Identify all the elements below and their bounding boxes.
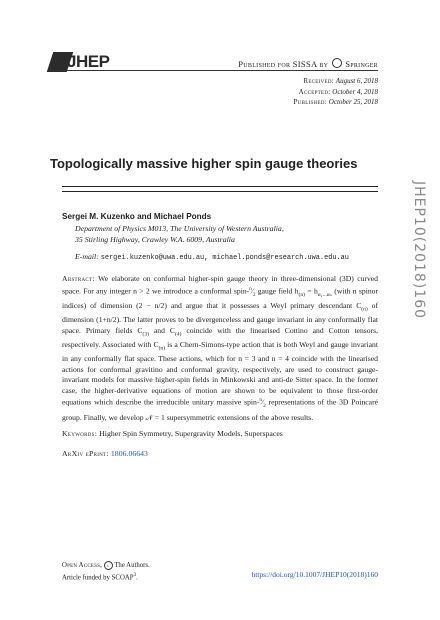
- side-stamp-text: JHEP10(2018)160: [411, 180, 427, 320]
- logo-text: JHEP: [67, 52, 110, 71]
- paper-title: Topologically massive higher spin gauge theories: [50, 156, 358, 171]
- open-access-line: Open Access, c The Authors.: [62, 562, 150, 570]
- side-stamp: [404, 155, 434, 345]
- date-accepted: Accepted: October 4, 2018: [298, 87, 378, 96]
- abstract: Abstract: We elaborate on conformal higher-spin gauge theory in three-dimensional (3D) curved space. For any integer n > 2 we introduce a conformal spin-$^n⁄_2$ gauge field $h_{(n)} = h_{\alpha_1...\alpha_n}$ (with n spinor indices) of dimension (2 − n/2) and argue that it possesses a Weyl primary descendant $C_{(n)}$ of dimension (1+n/2). The latter proves to be divergenceless and gauge invariant in any conformally flat space. Primary fields $C_{(3)}$ and $C_{(4)}$ coincide with the linearised Cottino and Cotton tensors, respectively. Associated with $C_{(n)}$ is a Chern-Simons-type action that is both Weyl and gauge invariant in any conformally flat space. These actions, which for n = 3 and n = 4 coincide with the linearised actions for conformal gravitino and conformal gravity, respectively, are used to construct gauge-invariant models for massive higher-spin fields in Minkowski and anti-de Sitter space. In the former case, the higher-derivative equations of motion are shown to be equivalent to those first-order equations which describe the irreducible unitary massive spin-$^n⁄_2$ representations of the 3D Poincaré group. Finally, we develop 𝒩 = 1 supersymmetric extensions of the above results.: [62, 274, 379, 422]
- publication-dates: [293, 76, 378, 108]
- arxiv-eprint: [62, 449, 148, 458]
- journal-logo: [50, 52, 130, 72]
- date-received: Received: August 6, 2018: [303, 77, 378, 85]
- keywords-text: Higher Spin Symmetry, Supergravity Models, Superspaces: [99, 429, 283, 438]
- email-addresses[interactable]: sergei.kuzenko@uwa.edu.au, michael.ponds@research.uwa.edu.au: [100, 254, 349, 262]
- abstract-heading: Abstract:: [62, 274, 95, 283]
- keywords-heading: Keywords:: [62, 429, 98, 438]
- footer-license: [62, 561, 150, 582]
- header-rule: [50, 70, 378, 71]
- springer-horse-icon: [332, 58, 342, 68]
- affiliation: [75, 224, 284, 245]
- title-rule-bottom: [62, 191, 378, 192]
- publisher-name: Springer: [345, 59, 378, 69]
- publisher-line: [238, 58, 378, 69]
- date-published: Published: October 25, 2018: [293, 98, 378, 106]
- copyright-icon: c: [104, 561, 113, 570]
- keywords: [62, 429, 283, 438]
- arxiv-heading: ArXiv ePrint:: [62, 449, 109, 458]
- title-rule-top: [62, 186, 378, 187]
- publisher-text: Published for SISSA by: [238, 59, 329, 69]
- arxiv-link[interactable]: 1806.06643: [110, 449, 148, 458]
- affiliation-line-1: Department of Physics M013, The University of Western Australia,: [75, 224, 284, 233]
- doi-link[interactable]: https://doi.org/10.1007/JHEP10(2018)160: [251, 570, 378, 579]
- email-label: E-mail:: [75, 252, 99, 261]
- funding-line: Article funded by SCOAP$^3$.: [62, 572, 138, 581]
- authors: Sergei M. Kuzenko and Michael Ponds: [62, 212, 212, 221]
- email-line: [75, 252, 349, 262]
- affiliation-line-2: 35 Stirling Highway, Crawley W.A. 6009, Australia: [75, 234, 235, 244]
